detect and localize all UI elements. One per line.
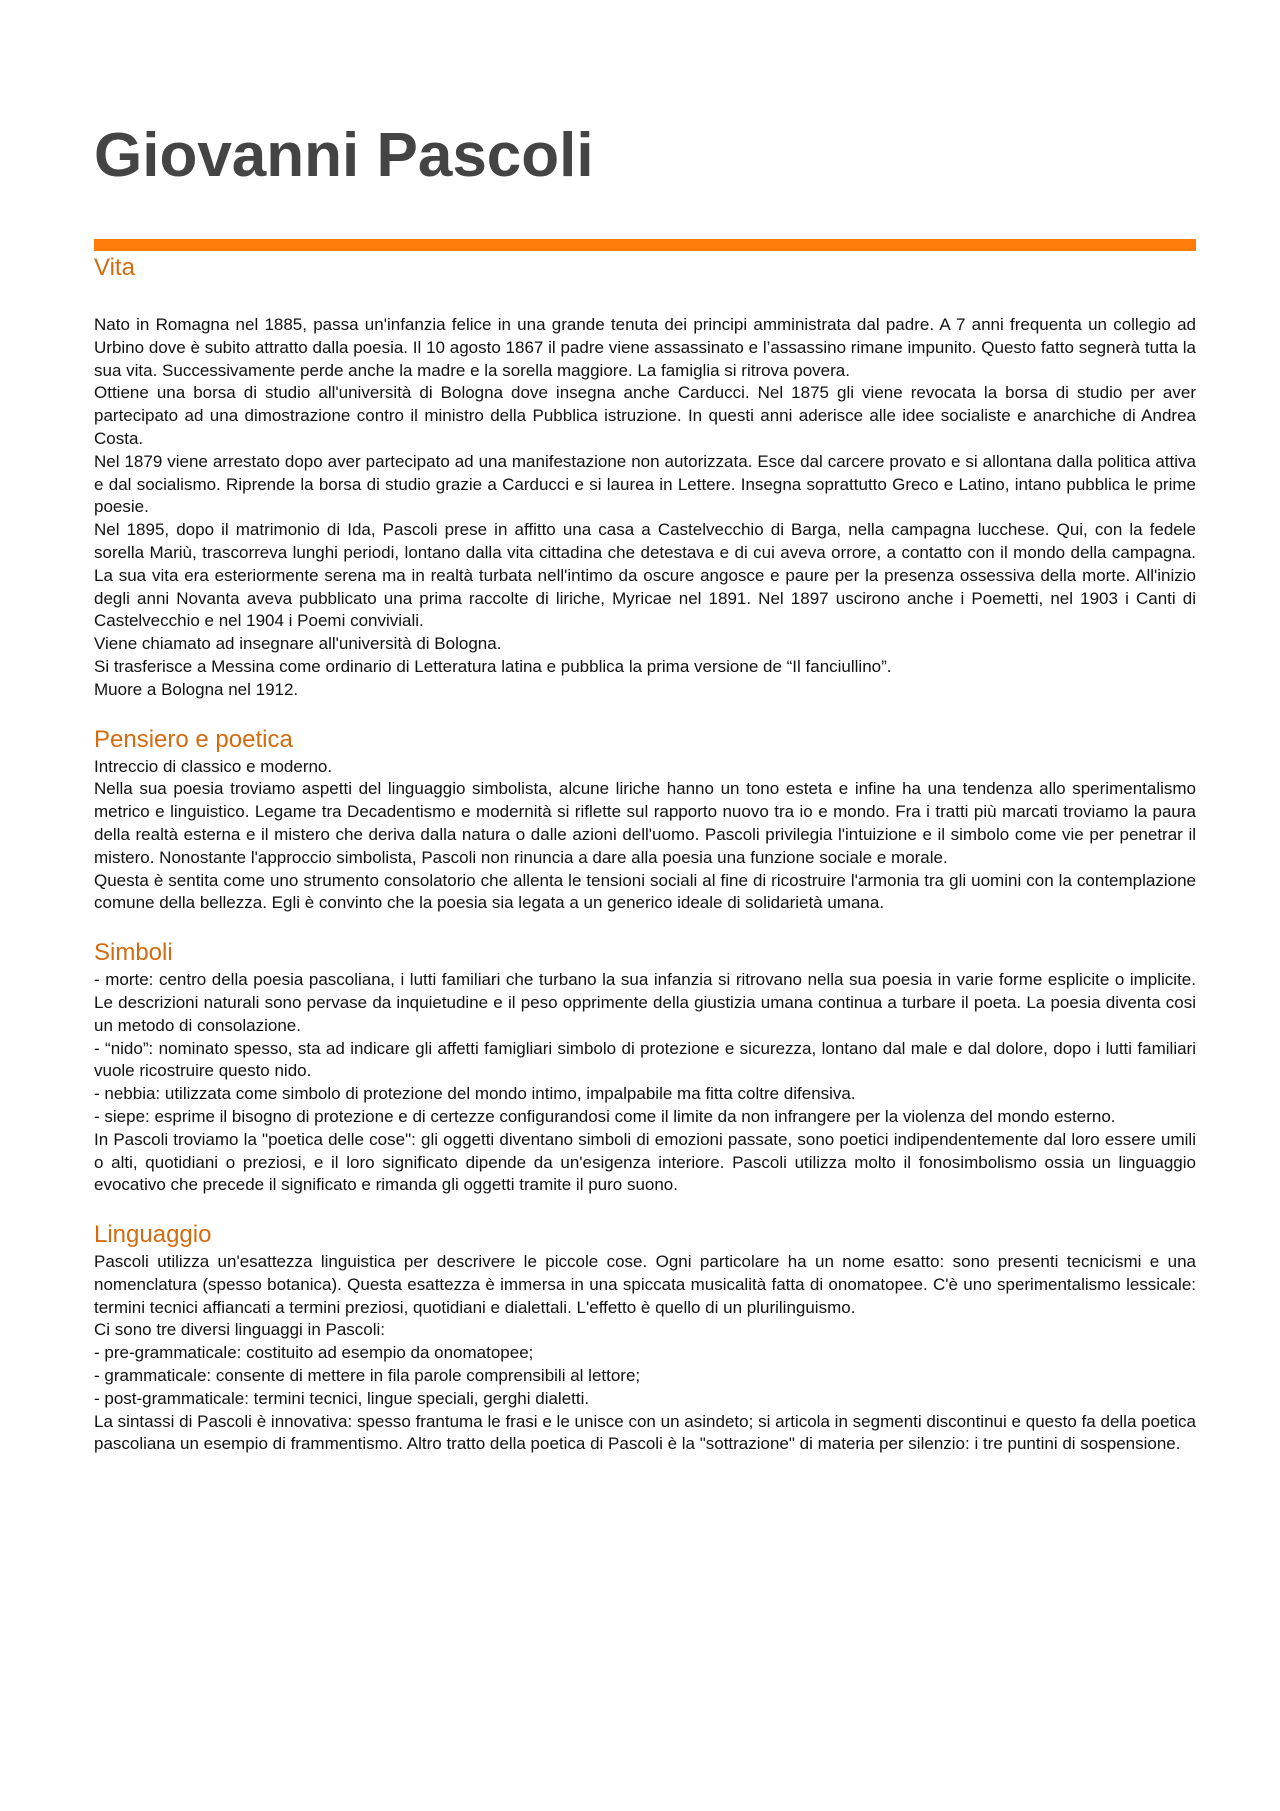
section-heading: Linguaggio: [94, 1221, 212, 1249]
paragraph: - pre-grammaticale: costituito ad esempio da onomatopee;: [94, 1343, 534, 1363]
paragraph: Nato in Romagna nel 1885, passa un'infanzia felice in una grande tenuta dei principi amministrata dal padre. A 7 anni frequenta un collegio ad Urbino dove è subito attratto dalla poesia. Il 10 agosto 1867 il padre viene assassinato e l’assassino rimane impunito. Questo fatto segnerà tutta la sua vita. Successivamente perde anche la madre e la sorella maggiore. La famiglia si ritrova povera.: [94, 315, 1196, 380]
title-divider: [94, 239, 1196, 251]
paragraph: - morte: centro della poesia pascoliana, i lutti familiari che turbano la sua infanzia si ritrovano nella sua poesia in varie forme esplicite o implicite. Le descrizioni naturali sono pervase da inquietudine e il peso opprimente della giustizia umana continua a turbare il poeta. La poesia diventa cosi un metodo di consolazione.: [94, 970, 1196, 1035]
section-linguaggio: [94, 1219, 1196, 1456]
paragraph: Viene chiamato ad insegnare all'università di Bologna.: [94, 634, 502, 654]
paragraph: Ci sono tre diversi linguaggi in Pascoli:: [94, 1320, 386, 1340]
paragraph: Nel 1879 viene arrestato dopo aver partecipato ad una manifestazione non autorizzata. Esce dal carcere provato e si allontana dalla politica attiva e dal socialismo. Riprende la borsa di studio grazie a Carducci e si laurea in Lettere. Insegna soprattutto Greco e Latino, intano pubblica le prime poesie.: [94, 451, 1196, 517]
paragraph: Nella sua poesia troviamo aspetti del linguaggio simbolista, alcune liriche hanno un tono esteta e infine ha una tendenza allo sperimentalismo metrico e linguistico. Legame tra Decadentismo e modernità si riflette sul rapporto nuovo tra io e mondo. Fra i tratti più marcati troviamo la paura della realtà esterna e il mistero che deriva dalla natura o dalle azioni dell'uomo. Pascoli privilegia l'intuizione e il simbolo come vie per penetrar il mistero. Nonostante l'approccio simbolista, Pascoli non rinuncia a dare alla poesia una funzione sociale e morale.: [94, 779, 1196, 867]
paragraph: - siepe: esprime il bisogno di protezione e di certezze configurandosi come il limite da non infrangere per la violenza del mondo esterno.: [94, 1106, 1116, 1126]
paragraph: Si trasferisce a Messina come ordinario di Letteratura latina e pubblica la prima versione de “Il fanciullino”.: [94, 656, 892, 676]
paragraph: Nel 1895, dopo il matrimonio di Ida, Pascoli prese in affitto una casa a Castelvecchio di Barga, nella campagna lucchese. Qui, con la fedele sorella Mariù, trascorreva lunghi periodi, lontano dalla vita cittadina che detestava e di cui aveva orrore, a contatto con il mondo della campagna. La sua vita era esteriormente serena ma in realtà turbata nell'intimo da oscure angosce e paure per la presenza ossessiva della morte. All'inizio degli anni Novanta aveva pubblicato una prima raccolte di liriche, Myricae nel 1891. Nel 1897 uscirono anche i Poemetti, nel 1903 i Canti di Castelvecchio e nel 1904 i Poemi conviviali.: [94, 520, 1196, 631]
paragraph: - post-grammaticale: termini tecnici, lingue speciali, gerghi dialetti.: [94, 1388, 590, 1408]
heading-spacer: [94, 284, 1196, 314]
paragraph: Muore a Bologna nel 1912.: [94, 679, 299, 699]
section-vita: [94, 252, 1196, 702]
paragraph: Questa è sentita come uno strumento consolatorio che allenta le tensioni sociali al fine di ricostruire l'armonia tra gli uomini con la contemplazione comune della bellezza. Egli è convinto che la poesia sia legata a un generico ideale di solidarietà umana.: [94, 870, 1196, 913]
section-pensiero-e-poetica: [94, 724, 1196, 916]
document-body: [94, 252, 1196, 1478]
paragraph: La sintassi di Pascoli è innovativa: spesso frantuma le frasi e le unisce con un asindeto; si articola in segmenti discontinui e questo fa della poetica pascoliana un esempio di frammentismo. Altro tratto della poetica di Pascoli è la "sottrazione" di materia per silenzio: i tre puntini di sospensione.: [94, 1411, 1196, 1454]
paragraph: - “nido”: nominato spesso, sta ad indicare gli affetti famigliari simbolo di protezione e sicurezza, lontano dal male e dal dolore, dopo i lutti familiari vuole ricostruire questo nido.: [94, 1038, 1196, 1081]
paragraph: - nebbia: utilizzata come simbolo di protezione del mondo intimo, impalpabile ma fitta coltre difensiva.: [94, 1084, 856, 1104]
paragraph: - grammaticale: consente di mettere in fila parole comprensibili al lettore;: [94, 1366, 641, 1386]
section-simboli: [94, 937, 1196, 1197]
section-heading: Vita: [94, 254, 135, 281]
section-heading: Pensiero e poetica: [94, 725, 293, 753]
paragraph: Intreccio di classico e moderno.: [94, 756, 333, 776]
section-heading: Simboli: [94, 939, 173, 967]
page-title: Giovanni Pascoli: [94, 121, 594, 190]
paragraph: Pascoli utilizza un'esattezza linguistica per descrivere le piccole cose. Ogni particolare ha un nome esatto: sono presenti tecnicismi e una nomenclatura (spesso botanica). Questa esattezza è immersa in una spiccata musicalità fatta di onomatopee. C'è uno sperimentalismo lessicale: termini tecnici affiancati a termini preziosi, quotidiani e dialettali. L'effetto è quello di un plurilinguismo.: [94, 1252, 1196, 1317]
paragraph: Ottiene una borsa di studio all'università di Bologna dove insegna anche Carducci. Nel 1875 gli viene revocata la borsa di studio per aver partecipato ad una dimostrazione contro il ministro della Pubblica istruzione. In questi anni aderisce alle idee socialiste e anarchiche di Andrea Costa.: [94, 383, 1196, 448]
paragraph: In Pascoli troviamo la "poetica delle cose": gli oggetti diventano simboli di emozioni passate, sono poetici indipendentemente dal loro essere umili o alti, quotidiani o preziosi, e il loro significato dipende da un'esigenza interiore. Pascoli utilizza molto il fonosimbolismo ossia un linguaggio evocativo che precede il significato e rimanda gli oggetti tramite il puro suono.: [94, 1129, 1196, 1195]
